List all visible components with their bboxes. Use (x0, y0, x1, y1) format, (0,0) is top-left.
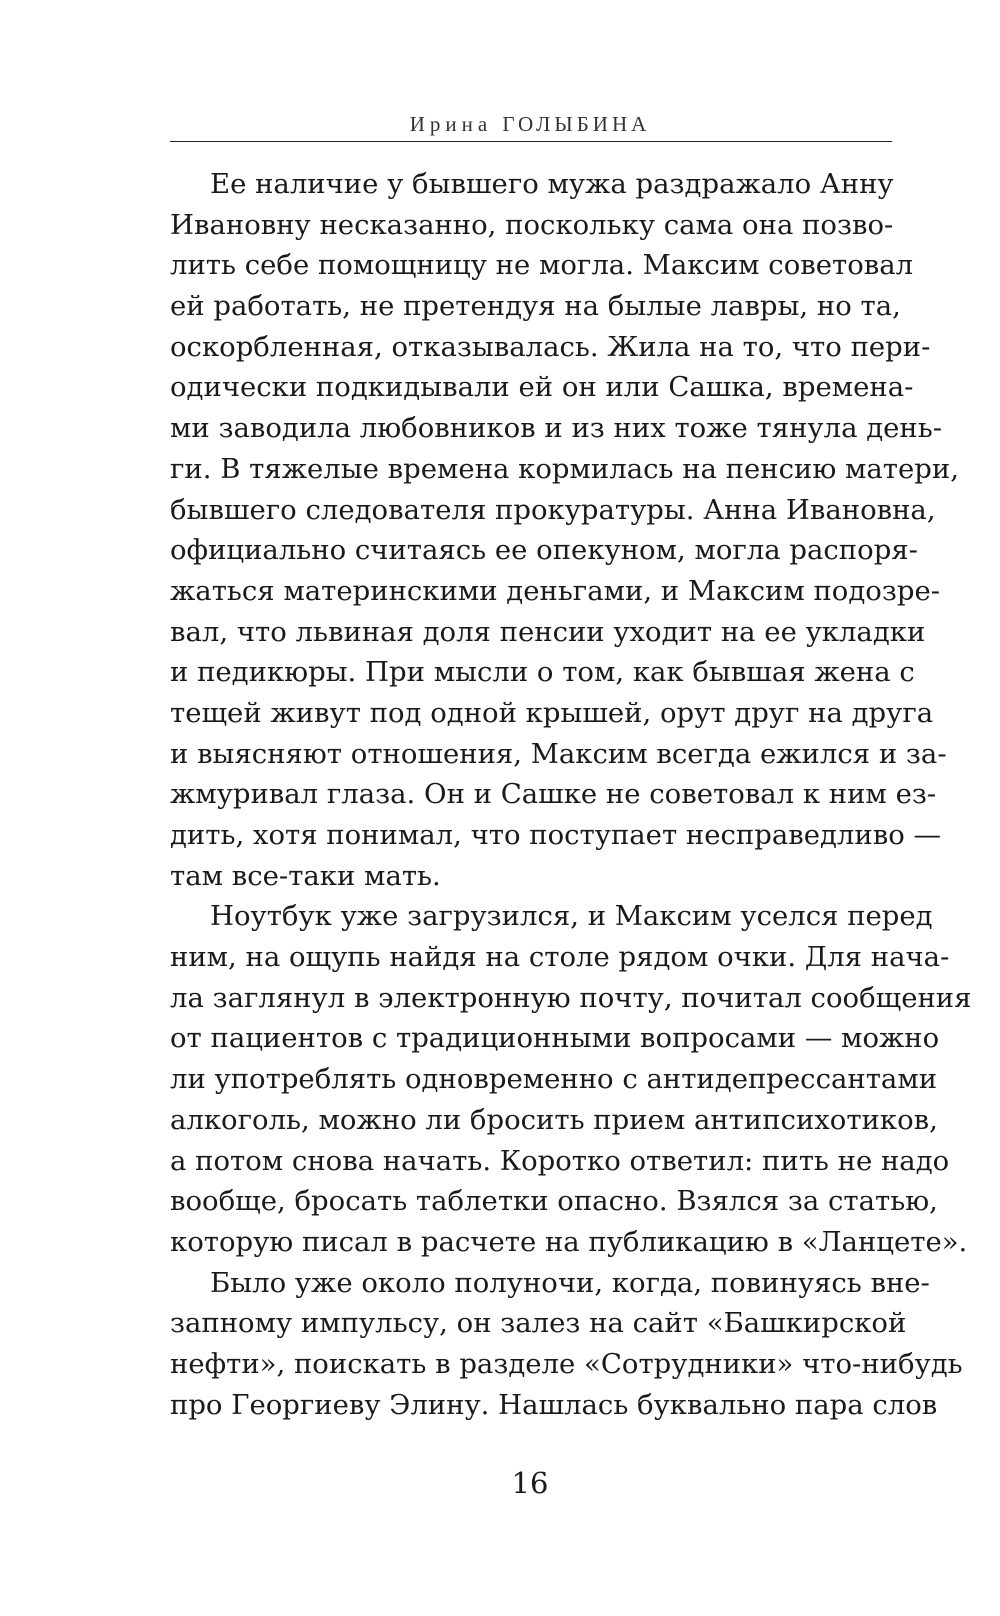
text-line: бывшего следователя прокуратуры. Анна Ивановна, (170, 493, 936, 526)
text-line: вообще, бросать таблетки опасно. Взялся за статью, (170, 1185, 938, 1218)
text-line: жаться материнскими деньгами, и Максим подозре- (170, 574, 941, 607)
text-line: а потом снова начать. Коротко ответил: пить не надо (170, 1144, 950, 1177)
text-line: которую писал в расчете на публикацию в «Ланцете». (170, 1225, 968, 1258)
text-line: ла заглянул в электронную почту, почитал сообщения (170, 981, 972, 1014)
body-text (170, 164, 972, 1425)
text-line: одически подкидывали ей он или Сашка, времена- (170, 371, 914, 404)
text-line: и педикюры. При мысли о том, как бывшая жена с (170, 656, 915, 689)
text-line: тещей живут под одной крышей, орут друг на друга (170, 696, 934, 729)
text-line: Было уже около полуночи, когда, повинуясь вне- (210, 1266, 930, 1299)
page-number: 16 (511, 1466, 549, 1500)
text-line: ей работать, не претендуя на былые лавры, но та, (170, 290, 901, 323)
text-line: запному импульсу, он залез на сайт «Башкирской (170, 1307, 907, 1340)
text-line: вал, что львиная доля пенсии уходит на ее укладки (170, 615, 926, 648)
text-line: ним, на ощупь найдя на столе рядом очки. Для нача- (170, 941, 950, 974)
text-line: от пациентов с традиционными вопросами — можно (170, 1022, 940, 1055)
author-first-name: Ирина (409, 112, 493, 136)
text-line: официально считаясь ее опекуном, могла распоря- (170, 534, 918, 567)
text-line: про Георгиеву Элину. Нашлась буквально пара слов (170, 1388, 938, 1421)
text-line: дить, хотя понимал, что поступает несправедливо — (170, 819, 942, 851)
author-last-name: ГОЛЫБИНА (502, 112, 651, 136)
text-line: лить себе помощницу не могла. Максим советовал (170, 249, 914, 282)
text-line: ли употреблять одновременно с антидепрессантами (170, 1063, 938, 1096)
header-rule (170, 141, 892, 142)
text-line: Ивановну несказанно, поскольку сама она позво- (170, 208, 894, 241)
text-line: алкоголь, можно ли бросить прием антипсихотиков, (170, 1103, 938, 1136)
text-line: там все-таки мать. (170, 859, 441, 892)
text-line: Ее наличие у бывшего мужа раздражало Анну (210, 168, 894, 200)
text-line: Ноутбук уже загрузился, и Максим уселся перед (210, 900, 933, 933)
text-line: ги. В тяжелые времена кормилась на пенсию матери, (170, 452, 959, 485)
text-line: нефти», поискать в разделе «Сотрудники» что-нибудь (170, 1347, 963, 1380)
text-line: и выясняют отношения, Максим всегда ежился и за- (170, 737, 947, 770)
text-line: жмуривал глаза. Он и Сашке не советовал к ним ез- (170, 778, 937, 811)
text-line: оскорбленная, отказывалась. Жила на то, что пери- (170, 330, 931, 363)
running-header (170, 112, 890, 137)
text-line: ми заводила любовников и из них тоже тянула день- (170, 412, 943, 445)
